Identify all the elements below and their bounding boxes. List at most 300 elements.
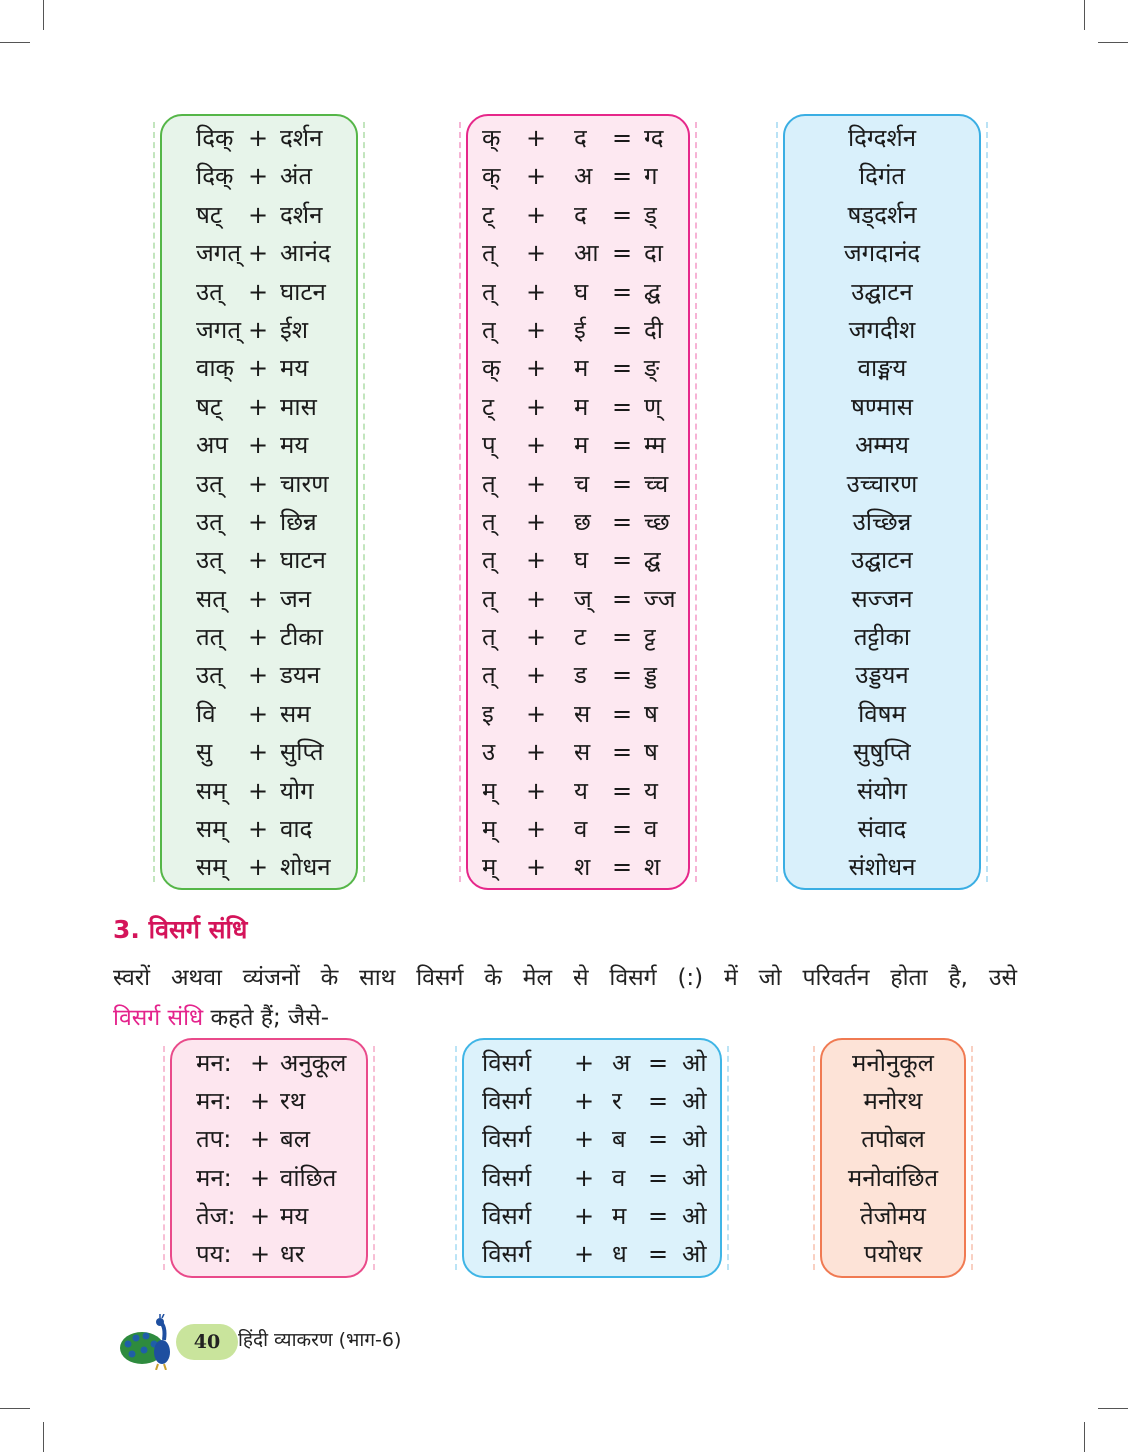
second-letter: द — [574, 200, 587, 229]
plus-sign: + — [526, 392, 547, 421]
first-word: षट् — [196, 200, 222, 229]
sandhi-word: सज्जन — [851, 584, 913, 613]
sandhi-word: पयोधर — [863, 1239, 923, 1268]
table-row — [785, 848, 979, 886]
result-letter: ओ — [682, 1201, 707, 1230]
table-row — [464, 1044, 720, 1082]
plus-sign: + — [526, 815, 547, 844]
table-row — [162, 695, 356, 733]
plus-sign: + — [248, 469, 269, 498]
plus-sign: + — [526, 162, 547, 191]
first-letter: त् — [482, 507, 496, 536]
second-word: सम — [280, 699, 311, 728]
equals-sign: = — [612, 546, 633, 575]
result-letter: य — [644, 776, 658, 805]
plus-sign: + — [248, 776, 269, 805]
plus-sign: + — [526, 124, 547, 152]
plus-sign: + — [526, 584, 547, 613]
equals-sign: = — [612, 431, 633, 460]
equals-sign: = — [612, 776, 633, 805]
table-row — [468, 273, 688, 311]
sandhi-word: संशोधन — [848, 853, 916, 882]
second-letter: द — [574, 124, 587, 152]
sandhi-word: अम्मय — [855, 431, 909, 460]
table-row — [468, 388, 688, 426]
second-word: ईश — [280, 315, 309, 344]
table-row — [162, 848, 356, 886]
plus-sign: + — [526, 431, 547, 460]
first-word: मन: — [196, 1049, 232, 1077]
plus-sign: + — [526, 738, 547, 767]
second-letter: व — [574, 815, 588, 844]
sandhi-word: षण्मास — [850, 392, 914, 421]
table-row — [468, 618, 688, 656]
page-number: 40 — [176, 1324, 238, 1360]
equals-sign: = — [612, 392, 633, 421]
plus-sign: + — [248, 738, 269, 767]
table-row — [468, 733, 688, 771]
vyanjan-result-list — [785, 119, 979, 887]
crop-mark — [43, 1422, 44, 1452]
plus-sign: + — [248, 699, 269, 728]
first-word: दिक् — [196, 124, 234, 152]
result-letter: दा — [644, 239, 663, 268]
first-term: विसर्ग — [482, 1163, 532, 1192]
result-letter: म्म — [644, 431, 666, 460]
second-letter: अ — [574, 162, 593, 191]
table-row — [468, 810, 688, 848]
first-word: उत् — [196, 546, 223, 575]
section-heading: 3. विसर्ग संधि — [113, 915, 248, 944]
sandhi-word: षड्दर्शन — [847, 200, 917, 229]
result-letter: ओ — [682, 1087, 707, 1116]
first-letter: ट् — [482, 392, 495, 421]
equals-sign: = — [648, 1125, 669, 1154]
table-row — [162, 656, 356, 694]
sandhi-word: सुषुप्ति — [853, 738, 911, 767]
visarg-rule-box — [462, 1038, 722, 1278]
second-letter: स — [574, 699, 591, 728]
second-word: अंत — [280, 162, 313, 191]
result-letter: व — [644, 815, 658, 844]
equals-sign: = — [612, 623, 633, 652]
table-row — [785, 772, 979, 810]
crop-mark — [1098, 1408, 1128, 1409]
second-letter: व — [612, 1163, 626, 1192]
first-term: विसर्ग — [482, 1239, 532, 1268]
first-word: सम् — [196, 815, 227, 844]
plus-sign: + — [248, 853, 269, 882]
first-letter: ट् — [482, 200, 495, 229]
table-row — [162, 388, 356, 426]
sandhi-word: मनोनुकूल — [852, 1049, 934, 1077]
table-row — [822, 1159, 964, 1197]
first-letter: उ — [482, 738, 496, 767]
first-word: जगत् — [196, 239, 241, 268]
first-term: विसर्ग — [482, 1087, 532, 1116]
result-letter: ओ — [682, 1049, 707, 1077]
second-word: डयन — [280, 661, 321, 690]
plus-sign: + — [526, 354, 547, 383]
second-word: रथ — [280, 1087, 306, 1116]
table-row — [822, 1044, 964, 1082]
first-letter: म् — [482, 815, 497, 844]
equals-sign: = — [648, 1201, 669, 1230]
table-row — [468, 196, 688, 234]
plus-sign: + — [248, 354, 269, 383]
second-letter: म — [612, 1201, 627, 1230]
equals-sign: = — [612, 738, 633, 767]
plus-sign: + — [526, 623, 547, 652]
result-letter: च्छ — [644, 507, 670, 536]
second-word: योग — [280, 776, 314, 805]
sandhi-word: वाङ्मय — [857, 354, 907, 383]
second-letter: य — [574, 776, 588, 805]
equals-sign: = — [612, 507, 633, 536]
second-word: मय — [280, 354, 309, 383]
second-letter: ज् — [574, 584, 592, 613]
first-word: सत् — [196, 584, 226, 613]
first-letter: क् — [482, 124, 501, 152]
result-letter: च्च — [644, 469, 669, 498]
table-row — [172, 1159, 366, 1197]
result-letter: ड्ड — [644, 661, 658, 690]
second-word: मय — [280, 431, 309, 460]
table-row — [468, 465, 688, 503]
table-row — [785, 273, 979, 311]
second-letter: म — [574, 392, 589, 421]
table-row — [468, 311, 688, 349]
second-word: मास — [280, 392, 317, 421]
table-row — [172, 1044, 366, 1082]
sandhi-word: दिगंत — [858, 162, 906, 191]
table-row — [162, 503, 356, 541]
second-word: अनुकूल — [280, 1049, 347, 1077]
table-row — [464, 1197, 720, 1235]
first-word: उत् — [196, 661, 223, 690]
sandhi-word: उद्घाटन — [851, 277, 913, 306]
second-letter: ई — [574, 315, 586, 344]
table-row — [785, 733, 979, 771]
table-row — [785, 234, 979, 272]
result-letter: श — [644, 853, 661, 882]
sandhi-word: तेजोमय — [860, 1201, 926, 1230]
result-letter: द्घ — [644, 546, 661, 575]
plus-sign: + — [526, 853, 547, 882]
sandhi-word: संयोग — [857, 776, 907, 805]
plus-sign: + — [526, 469, 547, 498]
table-row — [822, 1120, 964, 1158]
equals-sign: = — [612, 200, 633, 229]
result-letter: ग्द — [644, 124, 664, 152]
equals-sign: = — [612, 354, 633, 383]
table-row — [785, 311, 979, 349]
table-row — [162, 234, 356, 272]
table-row — [162, 311, 356, 349]
table-row — [162, 426, 356, 464]
first-term: विसर्ग — [482, 1049, 532, 1077]
result-letter: ग — [644, 162, 658, 191]
result-letter: ओ — [682, 1163, 707, 1192]
table-row — [162, 196, 356, 234]
plus-sign: + — [248, 392, 269, 421]
plus-sign: + — [248, 315, 269, 344]
table-row — [785, 388, 979, 426]
table-row — [162, 618, 356, 656]
table-row — [785, 618, 979, 656]
equals-sign: = — [648, 1087, 669, 1116]
first-word: वि — [196, 699, 216, 728]
vyanjan-left-list — [162, 119, 356, 887]
second-word: वाद — [280, 815, 313, 844]
table-row — [785, 349, 979, 387]
plus-sign: + — [526, 315, 547, 344]
second-letter: श — [574, 853, 591, 882]
sandhi-word: तपोबल — [861, 1125, 925, 1154]
plus-sign: + — [248, 200, 269, 229]
result-letter: ज्ज — [644, 584, 676, 613]
first-letter: त् — [482, 546, 496, 575]
second-word: जन — [280, 584, 312, 613]
plus-sign: + — [248, 623, 269, 652]
result-letter: द्घ — [644, 277, 661, 306]
first-letter: त् — [482, 277, 496, 306]
equals-sign: = — [612, 315, 633, 344]
equals-sign: = — [648, 1239, 669, 1268]
table-row — [172, 1082, 366, 1120]
table-row — [785, 196, 979, 234]
result-letter: ओ — [682, 1125, 707, 1154]
second-word: दर्शन — [280, 124, 323, 152]
second-letter: म — [574, 431, 589, 460]
table-row — [162, 349, 356, 387]
vyanjan-rule-list — [468, 119, 688, 887]
equals-sign: = — [612, 699, 633, 728]
plus-sign: + — [526, 200, 547, 229]
plus-sign: + — [526, 277, 547, 306]
second-word: वांछित — [280, 1163, 337, 1192]
second-letter: छ — [574, 507, 591, 536]
first-word: उत् — [196, 469, 223, 498]
plus-sign: + — [574, 1239, 595, 1268]
plus-sign: + — [250, 1125, 271, 1154]
result-letter: ण् — [644, 392, 662, 421]
table-row — [785, 580, 979, 618]
second-word: धर — [280, 1239, 305, 1268]
book-title: हिंदी व्याकरण (भाग-6) — [238, 1329, 402, 1351]
result-letter: ट्ट — [644, 623, 656, 652]
first-word: षट् — [196, 392, 222, 421]
definition-rest: कहते हैं; जैसे- — [203, 1005, 329, 1031]
first-term: विसर्ग — [482, 1125, 532, 1154]
table-row — [468, 426, 688, 464]
table-row — [468, 234, 688, 272]
second-letter: स — [574, 738, 591, 767]
crop-mark — [43, 0, 44, 30]
plus-sign: + — [574, 1049, 595, 1077]
first-letter: क् — [482, 162, 501, 191]
first-word: सु — [196, 738, 213, 767]
table-row — [785, 426, 979, 464]
equals-sign: = — [612, 469, 633, 498]
second-letter: घ — [574, 546, 589, 575]
crop-mark — [0, 42, 30, 43]
second-word: बल — [280, 1125, 310, 1154]
plus-sign: + — [526, 507, 547, 536]
first-word: अप — [196, 431, 228, 460]
result-letter: ष — [644, 738, 658, 767]
plus-sign: + — [248, 277, 269, 306]
first-letter: त् — [482, 623, 496, 652]
second-letter: घ — [574, 277, 589, 306]
second-letter: ध — [612, 1239, 627, 1268]
second-word: चारण — [280, 469, 329, 498]
sandhi-word: मनोवांछित — [847, 1163, 939, 1192]
table-row — [785, 157, 979, 195]
first-word: उत् — [196, 277, 223, 306]
table-row — [468, 157, 688, 195]
table-row — [785, 810, 979, 848]
table-row — [468, 349, 688, 387]
visarg-result-box — [820, 1038, 966, 1278]
equals-sign: = — [648, 1163, 669, 1192]
plus-sign: + — [526, 776, 547, 805]
table-row — [785, 541, 979, 579]
plus-sign: + — [250, 1049, 271, 1077]
table-row — [468, 848, 688, 886]
table-row — [464, 1082, 720, 1120]
table-row — [468, 119, 688, 157]
result-letter: ड् — [644, 200, 657, 229]
table-row — [172, 1197, 366, 1235]
second-word: घाटन — [280, 546, 326, 575]
table-row — [468, 541, 688, 579]
definition-line-1: स्वरों अथवा व्यंजनों के साथ विसर्ग के मेल से विसर्ग (:) में जो परिवर्तन होता है, उसे — [113, 965, 1017, 991]
sandhi-word: उच्छिन्न — [852, 507, 912, 536]
plus-sign: + — [248, 124, 269, 152]
second-word: मय — [280, 1201, 309, 1230]
second-letter: च — [574, 469, 590, 498]
plus-sign: + — [248, 431, 269, 460]
crop-mark — [1084, 1422, 1085, 1452]
plus-sign: + — [574, 1163, 595, 1192]
equals-sign: = — [612, 239, 633, 268]
first-word: उत् — [196, 507, 223, 536]
result-letter: ष — [644, 699, 658, 728]
table-row — [468, 656, 688, 694]
table-row — [464, 1120, 720, 1158]
first-word: जगत् — [196, 315, 241, 344]
second-letter: आ — [574, 239, 599, 268]
crop-mark — [0, 1408, 30, 1409]
first-word: दिक् — [196, 162, 234, 191]
second-letter: म — [574, 354, 589, 383]
table-row — [468, 580, 688, 618]
table-row — [464, 1159, 720, 1197]
table-row — [785, 656, 979, 694]
second-letter: ब — [612, 1125, 626, 1154]
table-row — [468, 503, 688, 541]
visarg-left-list — [172, 1044, 366, 1273]
table-row — [822, 1197, 964, 1235]
equals-sign: = — [612, 815, 633, 844]
second-word: घाटन — [280, 277, 326, 306]
table-row — [822, 1235, 964, 1273]
result-letter: ङ् — [644, 354, 660, 383]
table-row — [162, 465, 356, 503]
table-row — [162, 541, 356, 579]
crop-mark — [1084, 0, 1085, 30]
table-row — [162, 157, 356, 195]
crop-mark — [1098, 42, 1128, 43]
sandhi-word: उच्चारण — [846, 469, 918, 498]
sandhi-word: दिग्दर्शन — [847, 124, 917, 152]
equals-sign: = — [612, 277, 633, 306]
sandhi-word: उद्घाटन — [851, 546, 913, 575]
table-row — [785, 119, 979, 157]
visarg-left-box — [170, 1038, 368, 1278]
first-letter: म् — [482, 776, 497, 805]
equals-sign: = — [612, 853, 633, 882]
vyanjan-result-box — [783, 114, 981, 890]
vyanjan-left-box — [160, 114, 358, 890]
first-letter: त् — [482, 469, 496, 498]
plus-sign: + — [526, 239, 547, 268]
first-word: तेज: — [196, 1201, 236, 1230]
table-row — [172, 1120, 366, 1158]
first-letter: त् — [482, 239, 496, 268]
table-row — [172, 1235, 366, 1273]
vyanjan-rule-box — [466, 114, 690, 890]
second-letter: ड — [574, 661, 587, 690]
plus-sign: + — [250, 1163, 271, 1192]
first-word: मन: — [196, 1087, 232, 1116]
equals-sign: = — [612, 162, 633, 191]
plus-sign: + — [574, 1201, 595, 1230]
equals-sign: = — [648, 1049, 669, 1077]
plus-sign: + — [574, 1087, 595, 1116]
plus-sign: + — [248, 546, 269, 575]
plus-sign: + — [250, 1201, 271, 1230]
second-letter: र — [612, 1087, 622, 1116]
second-word: आनंद — [280, 239, 331, 268]
table-row — [162, 810, 356, 848]
first-letter: प् — [482, 431, 496, 460]
second-word: टीका — [280, 623, 323, 652]
table-row — [162, 733, 356, 771]
first-letter: म् — [482, 853, 497, 882]
plus-sign: + — [248, 507, 269, 536]
first-word: तप: — [196, 1125, 232, 1154]
table-row — [468, 695, 688, 733]
first-word: सम् — [196, 776, 227, 805]
plus-sign: + — [248, 815, 269, 844]
result-letter: ओ — [682, 1239, 707, 1268]
table-row — [162, 580, 356, 618]
second-letter: ट — [574, 623, 587, 652]
first-word: तत् — [196, 623, 224, 652]
plus-sign: + — [248, 239, 269, 268]
result-letter: दी — [644, 315, 663, 344]
plus-sign: + — [526, 661, 547, 690]
second-word: छिन्न — [280, 507, 317, 536]
plus-sign: + — [250, 1239, 271, 1268]
plus-sign: + — [248, 661, 269, 690]
plus-sign: + — [248, 584, 269, 613]
table-row — [468, 772, 688, 810]
first-letter: त् — [482, 315, 496, 344]
table-row — [162, 273, 356, 311]
